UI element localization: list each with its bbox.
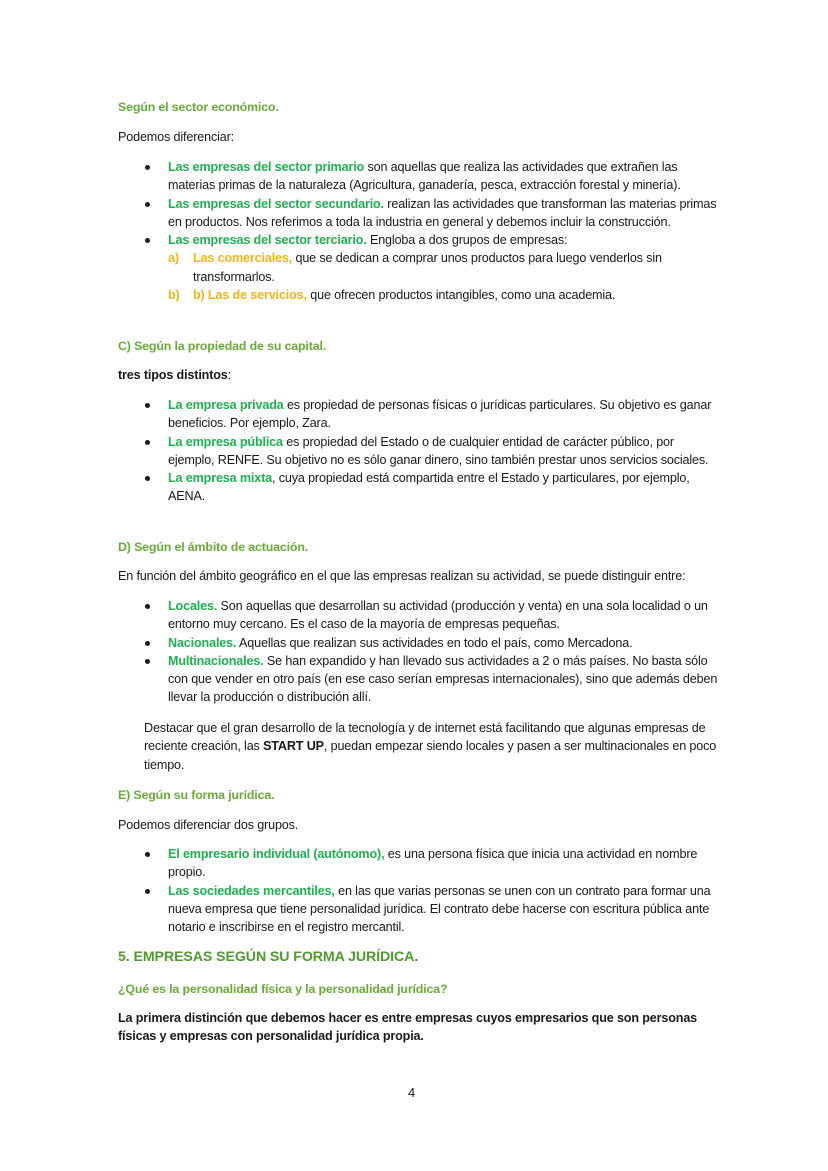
item-lead: Las empresas del sector terciario. (168, 233, 367, 248)
item-lead: La empresa privada (168, 398, 284, 412)
section-forma-heading (118, 786, 718, 804)
section-ambito-heading (118, 538, 718, 556)
sub-list-item (168, 286, 718, 304)
item-text: en las que varias personas se unen con un contrato para formar una nueva empresa que tiene personalidad jurídica. El contrato debe hacerse con escritura pública ante notario e inscribirse en el registro mercantil. (168, 883, 711, 935)
sub-marker: a) (168, 251, 179, 266)
sub-lead: Las comerciales, (193, 251, 293, 266)
item-lead: La empresa mixta (168, 471, 273, 486)
item-lead: El empresario individual (autónomo), (168, 847, 385, 861)
heading-text: Según el sector económico. (118, 100, 279, 114)
heading-text: E) Según su forma jurídica. (118, 788, 275, 802)
forma-list (118, 845, 718, 936)
item-lead: Locales. (168, 599, 218, 613)
ambito-intro: En función del ámbito geográfico en el que las empresas realizan su actividad, se puede distinguir entre: (118, 569, 686, 583)
item-text: es una persona física que inicia una actividad en nombre propio. (168, 847, 698, 880)
sub-list-item (168, 249, 718, 286)
item-text: realizan las actividades que transforman las materias primas en productos. Nos referimos a toda la industria en general y debemos incluir la construcción. (168, 196, 717, 229)
heading-text: D) Según el ámbito de actuación. (118, 540, 309, 554)
intro-bold: tres tipos distintos (118, 368, 228, 382)
item-text: son aquellas que realiza las actividades que extrañen las materias primas de la naturaleza (Agricultura, ganadería, pesca, extracción forestal y minería). (168, 160, 681, 193)
list-item (118, 195, 718, 232)
heading-text: C) Según la propiedad de su capital. (118, 339, 327, 353)
sub-marker: b) (168, 288, 180, 303)
forma-intro: Podemos diferenciar dos grupos. (118, 818, 299, 832)
list-item (118, 158, 718, 195)
page-number: 4 (408, 1085, 416, 1100)
note-text: Destacar que el gran desarrollo de la tecnología y de internet está facilitando que algunas empresas de reciente creación, las (144, 721, 706, 754)
item-lead: La empresa pública (168, 434, 283, 449)
item-lead: Nacionales. (168, 635, 237, 650)
list-item (118, 231, 718, 304)
sub-lead: b) Las de servicios, (193, 288, 307, 303)
section5-heading (118, 948, 718, 966)
list-item (118, 469, 718, 506)
subheading-text: ¿Qué es la personalidad física y la personalidad jurídica? (118, 982, 448, 996)
list-item (118, 634, 718, 652)
item-text: Se han expandido y han llevado sus actividades a 2 o más países. No basta sólo con que vender en otro país (en ese caso serían empresas internacionales), sino que además deben llevar la producción o distribución allí. (168, 653, 718, 705)
item-lead: Las sociedades mercantiles, (168, 883, 335, 898)
item-text: , cuya propiedad está compartida entre el Estado y particulares, por ejemplo, AENA. (168, 471, 690, 504)
startup-note (118, 719, 718, 774)
item-text: es propiedad del Estado o de cualquier entidad de carácter público, por ejemplo, RENFE. Su objetivo no es sólo ganar dinero, sino también prestar unos servicios sociales. (168, 434, 709, 467)
item-text: Aquellas que realizan sus actividades en todo el país, como Mercadona. (236, 635, 633, 650)
section5-paragraph: La primera distinción que debemos hacer es entre empresas cuyos empresarios que son personas físicas y empresas con personalidad jurídica propia. (118, 1011, 698, 1044)
item-lead: Las empresas del sector primario (168, 160, 365, 174)
ambito-list (118, 597, 718, 707)
intro-rest: : (227, 368, 232, 382)
list-item (118, 845, 718, 882)
section-sector-heading (118, 98, 718, 116)
capital-list (118, 396, 718, 506)
list-item (118, 396, 718, 433)
note-text-end: , puedan empezar siendo locales y pasen a ser multinacionales en poco tiempo. (144, 739, 717, 772)
heading-text: 5. EMPRESAS SEGÚN SU FORMA JURÍDICA. (118, 949, 419, 965)
list-item (118, 433, 718, 470)
section5-subheading (118, 980, 718, 998)
sub-text: que ofrecen productos intangibles, como una academia. (306, 288, 616, 303)
sector-intro: Podemos diferenciar: (118, 130, 235, 144)
item-lead: Multinacionales. (168, 653, 264, 668)
item-text: Engloba a dos grupos de empresas: (366, 233, 568, 248)
list-item (118, 652, 718, 707)
list-item (118, 597, 718, 634)
list-item (118, 882, 718, 937)
item-lead: Las empresas del sector secundario. (168, 196, 384, 211)
item-text: Son aquellas que desarrollan su actividad (producción y venta) en una sola localidad o un entorno muy cercano. Es el caso de la mayoría de empresas pequeñas. (168, 599, 708, 632)
item-text: es propiedad de personas físicas o jurídicas particulares. Su objetivo es ganar beneficios. Por ejemplo, Zara. (168, 398, 712, 431)
sub-list (168, 249, 718, 304)
capital-intro (118, 366, 718, 384)
sector-list (118, 158, 718, 304)
section-capital-heading (118, 337, 718, 355)
sub-text: que se dedican a comprar unos productos para luego venderlos sin transformarlos. (193, 251, 662, 284)
note-bold: START UP (263, 739, 324, 754)
